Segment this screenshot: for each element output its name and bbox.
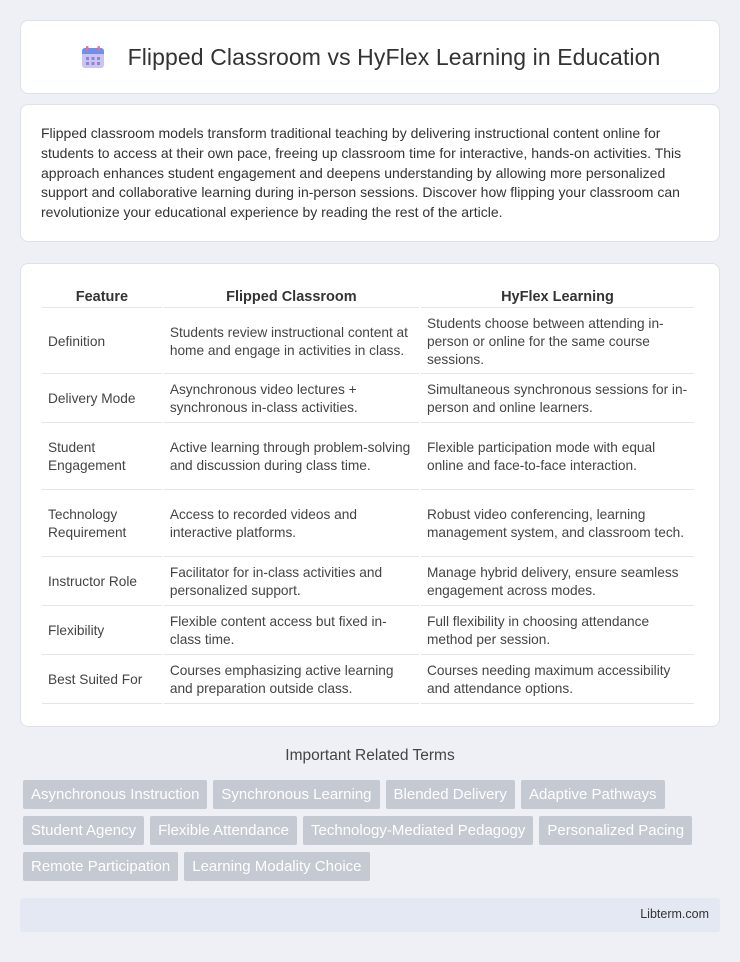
- table-row: [42, 310, 694, 374]
- row-flipped-value: Students review instructional content at home and engage in activities in class.: [164, 310, 419, 374]
- table-row: [42, 376, 694, 423]
- row-hyflex-value: Robust video conferencing, learning management system, and classroom tech.: [421, 492, 694, 557]
- related-term-tag[interactable]: Technology-Mediated Pedagogy: [303, 816, 533, 845]
- header-card: [20, 20, 720, 94]
- row-hyflex-value: Manage hybrid delivery, ensure seamless engagement across modes.: [421, 559, 694, 606]
- related-term-tag[interactable]: Remote Participation: [23, 852, 178, 881]
- related-term-tag[interactable]: Student Agency: [23, 816, 144, 845]
- row-hyflex-value: Courses needing maximum accessibility and attendance options.: [421, 657, 694, 704]
- related-term-tag[interactable]: Personalized Pacing: [539, 816, 692, 845]
- row-flipped-value: Access to recorded videos and interactive platforms.: [164, 492, 419, 557]
- table-row: [42, 492, 694, 557]
- row-flipped-value: Active learning through problem-solving and discussion during class time.: [164, 425, 419, 490]
- row-hyflex-value: Students choose between attending in-person or online for the same course sessions.: [421, 310, 694, 374]
- related-terms-list: [23, 780, 723, 881]
- comparison-table: [40, 284, 696, 706]
- table-header-row: [42, 286, 694, 308]
- row-feature: Best Suited For: [42, 657, 162, 704]
- related-term-tag[interactable]: Asynchronous Instruction: [23, 780, 207, 809]
- related-term-tag[interactable]: Adaptive Pathways: [521, 780, 665, 809]
- row-flipped-value: Courses emphasizing active learning and preparation outside class.: [164, 657, 419, 704]
- row-feature: Student Engagement: [42, 425, 162, 490]
- table-row: [42, 559, 694, 606]
- row-feature: Instructor Role: [42, 559, 162, 606]
- row-hyflex-value: Full flexibility in choosing attendance method per session.: [421, 608, 694, 655]
- footer-bar: [20, 898, 720, 932]
- related-term-tag[interactable]: Flexible Attendance: [150, 816, 297, 845]
- row-feature: Definition: [42, 310, 162, 374]
- row-flipped-value: Flexible content access but fixed in-class time.: [164, 608, 419, 655]
- table-row: [42, 608, 694, 655]
- table-row: [42, 425, 694, 490]
- related-term-tag[interactable]: Learning Modality Choice: [184, 852, 369, 881]
- header-flipped-classroom: Flipped Classroom: [164, 286, 419, 308]
- row-feature: Delivery Mode: [42, 376, 162, 423]
- related-term-tag[interactable]: Synchronous Learning: [213, 780, 379, 809]
- row-flipped-value: Asynchronous video lectures + synchronous in-class activities.: [164, 376, 419, 423]
- comparison-table-card: [20, 263, 720, 727]
- intro-text: Flipped classroom models transform traditional teaching by delivering instructional content online for students to access at their own pace, freeing up classroom time for interactive, hands-on activities. This approach enhances student engagement and deepens understanding by allowing more personalized support and collaborative learning during in-person sessions. Discover how flipping your classroom can revolutionize your educational experience by reading the rest of the article.: [41, 125, 682, 221]
- row-feature: Flexibility: [42, 608, 162, 655]
- row-hyflex-value: Flexible participation mode with equal online and face-to-face interaction.: [421, 425, 694, 490]
- related-terms-title: Important Related Terms: [285, 747, 455, 764]
- header-hyflex-learning: HyFlex Learning: [421, 286, 694, 308]
- footer-site-link[interactable]: Libterm.com: [640, 907, 709, 921]
- row-flipped-value: Facilitator for in-class activities and personalized support.: [164, 559, 419, 606]
- header-feature: Feature: [42, 286, 162, 308]
- page-title: Flipped Classroom vs HyFlex Learning in Education: [127, 43, 661, 70]
- row-hyflex-value: Simultaneous synchronous sessions for in-person and online learners.: [421, 376, 694, 423]
- related-term-tag[interactable]: Blended Delivery: [386, 780, 515, 809]
- calendar-icon: [80, 44, 106, 70]
- row-feature: Technology Requirement: [42, 492, 162, 557]
- table-row: [42, 657, 694, 704]
- intro-card: [20, 104, 720, 242]
